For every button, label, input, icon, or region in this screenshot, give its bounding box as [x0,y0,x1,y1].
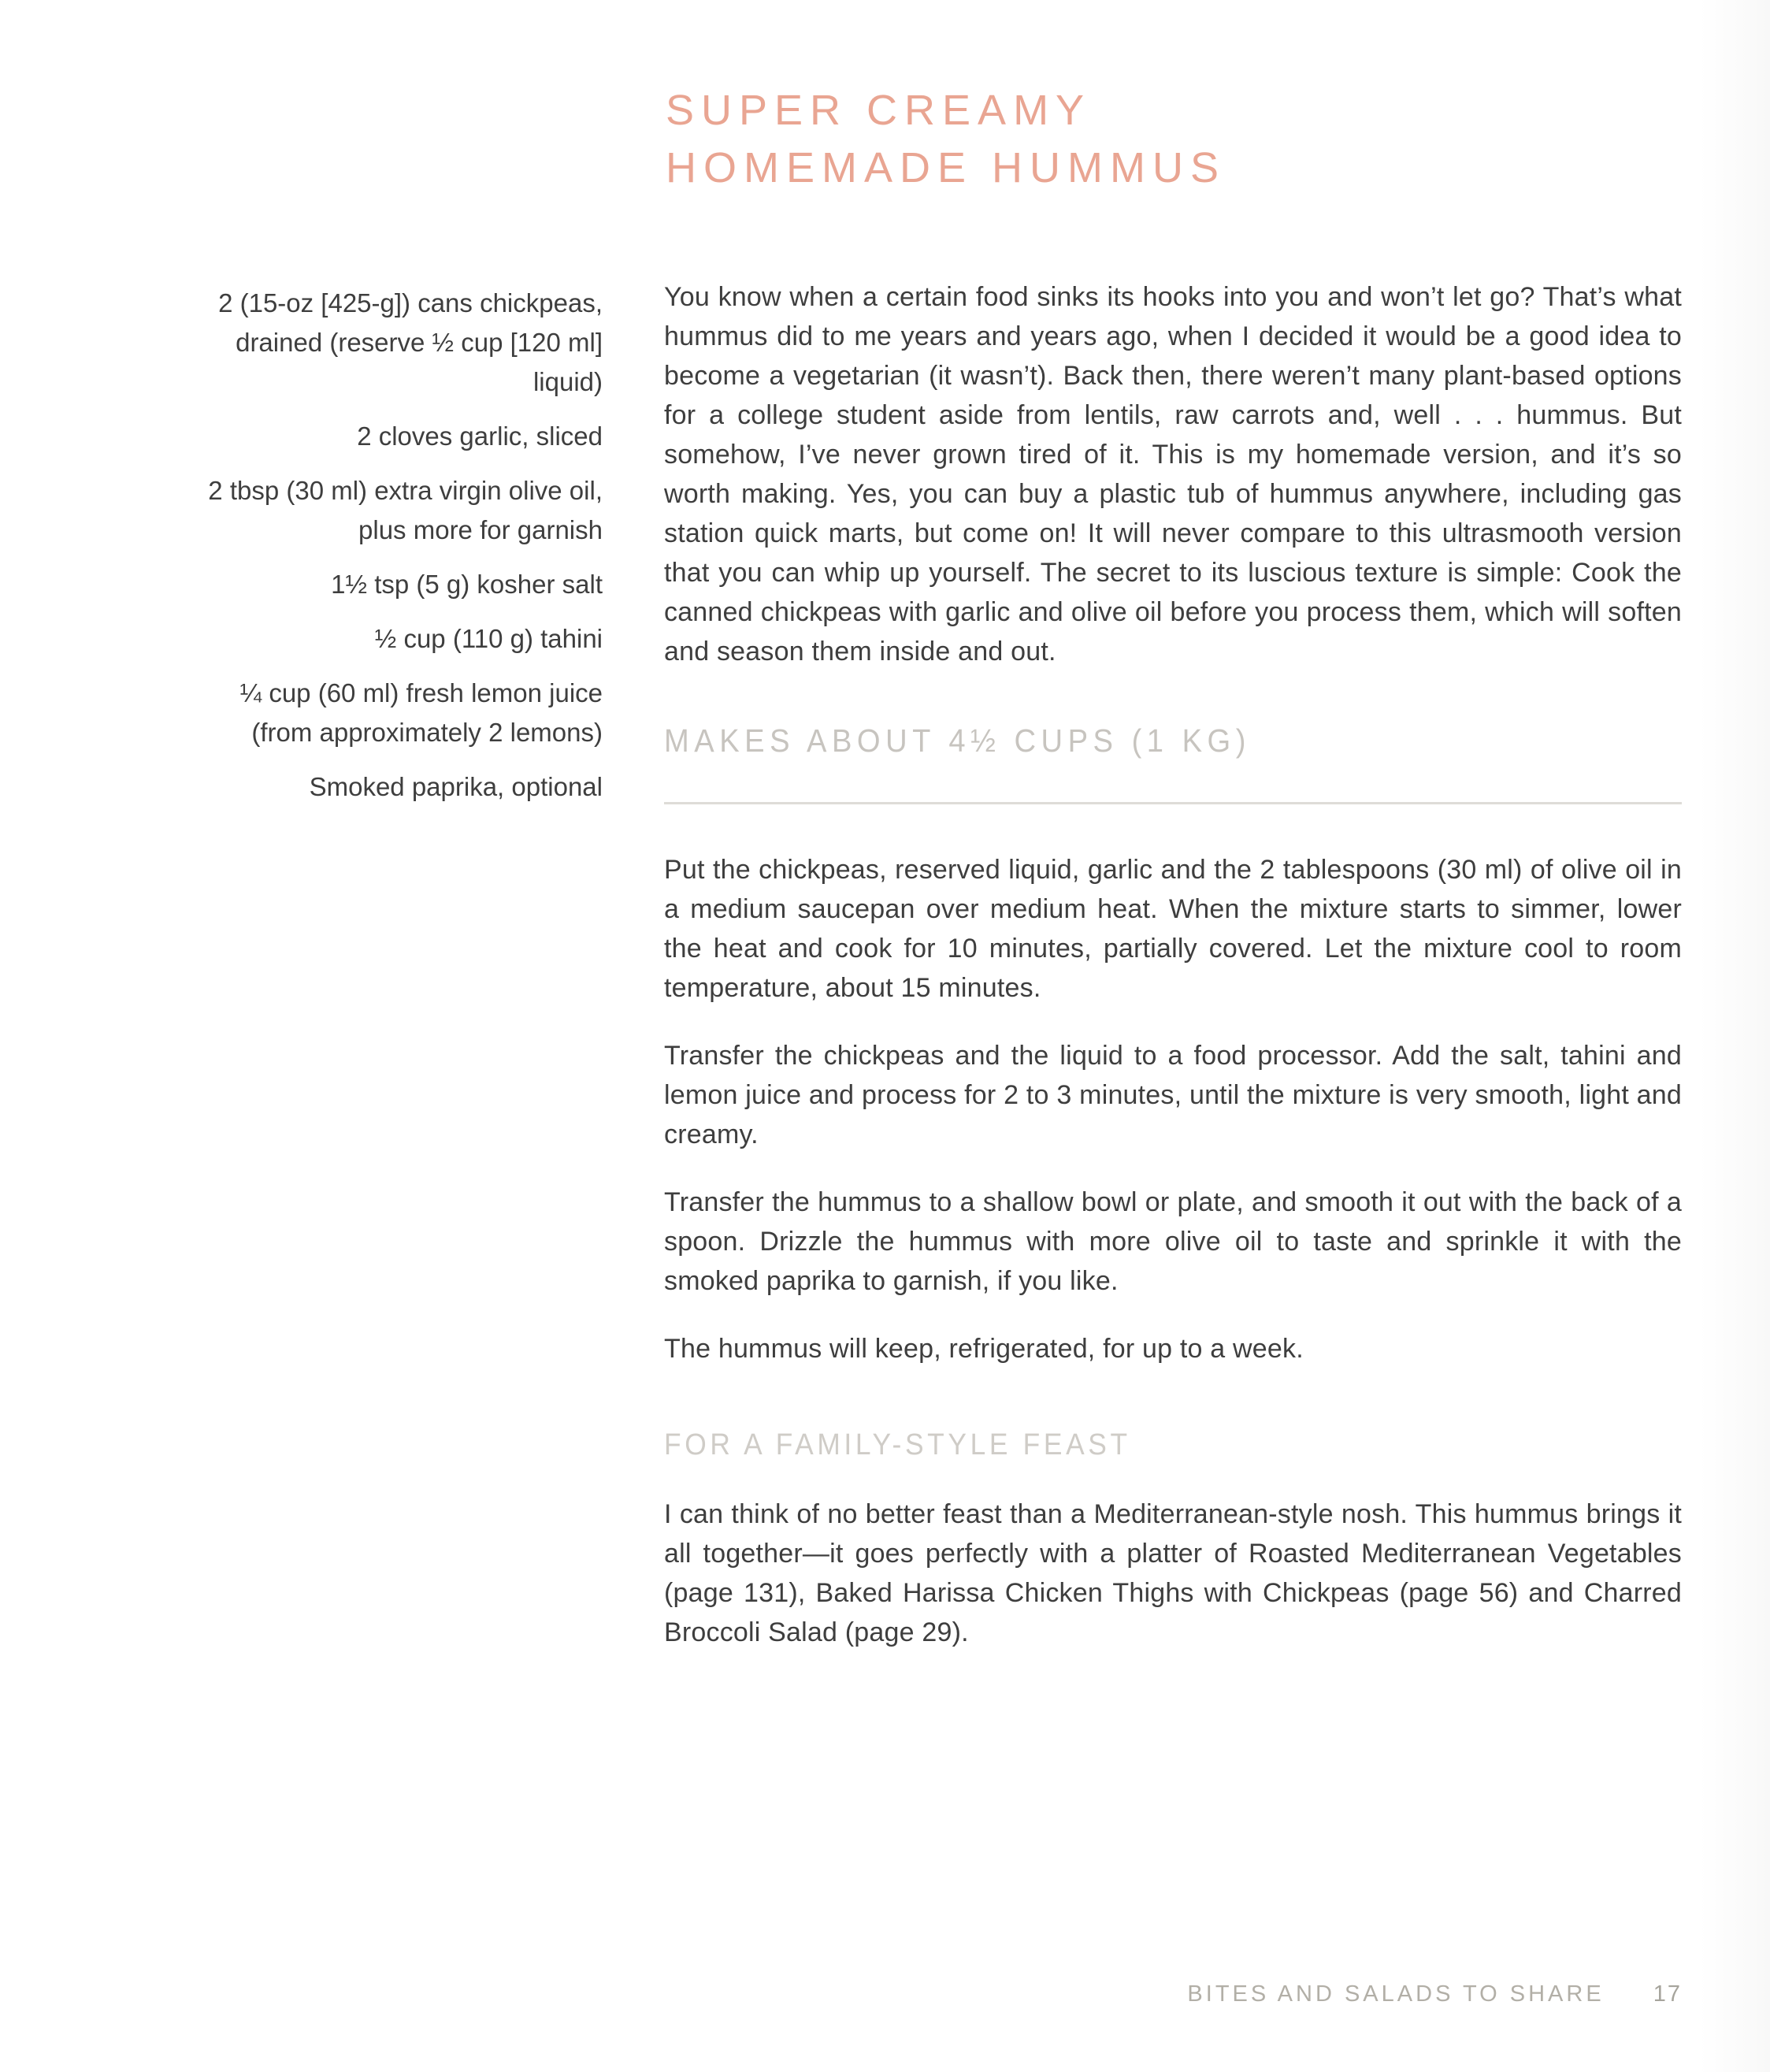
section-divider [664,802,1682,804]
title-line-2: HOMEMADE HUMMUS [666,144,1226,191]
step-paragraph: Transfer the hummus to a shallow bowl or plate, and smooth it out with the back of a spoon. Drizzle the hummus with more olive oil to taste and sprinkle it with the smoked paprika to garnish, if you like. [664,1187,1682,1296]
step-paragraph: Transfer the chickpeas and the liquid to a food processor. Add the salt, tahini and lemon juice and process for 2 to 3 minutes, until the mixture is very smooth, light and creamy. [664,1041,1682,1149]
ingredients-list [177,284,603,822]
tip-heading [664,1427,1682,1463]
yield-heading [664,722,1682,759]
recipe-body [664,277,1682,1680]
ingredient-item: ¼ cup (60 ml) fresh lemon juice (from approximately 2 lemons) [239,678,603,747]
ingredient-item: 2 (15-oz [425-g]) cans chickpeas, drained (reserve ½ cup [120 ml] liquid) [218,288,603,396]
ingredient-item: 1½ tsp (5 g) kosher salt [331,570,603,599]
tip-paragraph: I can think of no better feast than a Mediterranean-style nosh. This hummus brings it all together—it goes perfectly with a platter of Roasted Mediterranean Vegetables (page 131), Baked Harissa Chicken Thighs with Chickpeas (page 56) and Charred Broccoli Salad (page 29). [664,1499,1682,1647]
title-line-1: SUPER CREAMY [666,87,1092,134]
intro-paragraph: You know when a certain food sinks its hooks into you and won’t let go? That’s what hummus did to me years and years ago, when I decided it would be a good idea to become a vegetarian (it wasn’t). Back then, there weren’t many plant-based options for a college student aside from lentils, raw carrots and, well . . . hummus. But somehow, I’ve never grown tired of it. This is my homemade version, and it’s so worth making. Yes, you can buy a plastic tub of hummus anywhere, including gas station quick marts, but come on! It will never compare to this ultrasmooth version that you can whip up yourself. The secret to its luscious texture is simple: Cook the canned chickpeas with garlic and olive oil before you process them, which will soften and season them inside and out. [664,282,1682,667]
tip-heading-text: FOR A FAMILY-STYLE FEAST [664,1428,1131,1461]
step-paragraph: The hummus will keep, refrigerated, for up to a week. [664,1334,1304,1364]
ingredient-item: 2 cloves garlic, sliced [357,421,603,451]
page-number: 17 [1653,1981,1682,2007]
ingredient-item: 2 tbsp (30 ml) extra virgin olive oil, plus more for garnish [208,476,603,544]
yield-heading-text: MAKES ABOUT 4½ CUPS (1 KG) [664,722,1251,759]
ingredient-item: ½ cup (110 g) tahini [374,624,603,653]
page-footer [664,1979,1682,2009]
step-paragraph: Put the chickpeas, reserved liquid, garlic and the 2 tablespoons (30 ml) of olive oil in a medium saucepan over medium heat. When the mixture starts to simmer, lower the heat and cook for 10 minutes, partially covered. Let the mixture cool to room temperature, about 15 minutes. [664,855,1682,1003]
ingredient-item: Smoked paprika, optional [309,772,603,801]
chapter-label: BITES AND SALADS TO SHARE [1187,1981,1605,2007]
page-title [666,82,1226,197]
